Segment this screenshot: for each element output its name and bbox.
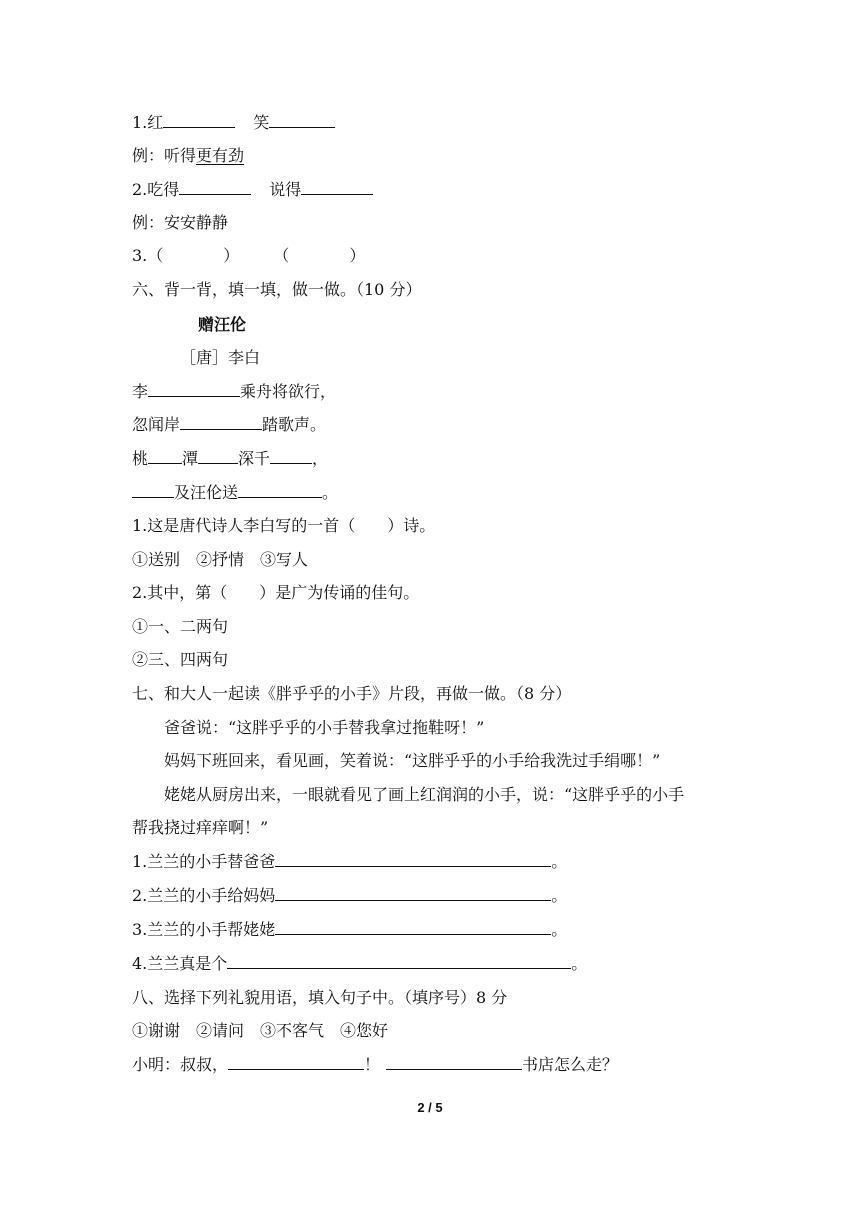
- q6-sub1: 1.这是唐代诗人李白写的一首（ ）诗。: [132, 516, 436, 535]
- answer-blank[interactable]: [227, 952, 571, 969]
- answer-blank[interactable]: [275, 850, 551, 867]
- q8-heading: 八、选择下列礼貌用语，填入句子中。（填序号）8 分: [132, 988, 508, 1007]
- answer-blank[interactable]: [238, 481, 322, 498]
- answer-blank[interactable]: [386, 1053, 522, 1070]
- answer-blank[interactable]: [301, 178, 373, 195]
- answer-blank[interactable]: [179, 178, 251, 195]
- q6-sub2-option2: ②三、四两句: [132, 650, 229, 669]
- q7-paragraph-3-cont: 帮我挠过痒痒啊！”: [132, 818, 269, 837]
- answer-blank[interactable]: [270, 447, 312, 464]
- q5-line1: 1.红 笑: [132, 111, 335, 135]
- q6-sub1-options: ①送别 ②抒情 ③写人: [132, 550, 309, 569]
- answer-blank[interactable]: [132, 481, 174, 498]
- q8-dialogue-line: 小明：叔叔， ！ 书店怎么走？: [132, 1055, 619, 1074]
- q6-sub2-option1: ①一、二两句: [132, 617, 229, 636]
- q7-question-2: 2.兰兰的小手给妈妈 。: [132, 886, 568, 905]
- q7-question-3: 3.兰兰的小手帮姥姥 。: [132, 920, 568, 939]
- q7-question-4: 4.兰兰真是个 。: [132, 954, 588, 973]
- q5-line2: 2.吃得 说得: [132, 178, 373, 202]
- answer-blank[interactable]: [275, 884, 551, 901]
- answer-blank[interactable]: [275, 918, 551, 935]
- poem-line-3: 桃 潭 深千 ，: [132, 449, 329, 468]
- poem-author: ［唐］李白: [180, 348, 261, 367]
- answer-blank[interactable]: [163, 111, 235, 128]
- poem-line-4: 及汪伦送 。: [132, 481, 338, 505]
- answer-blank[interactable]: [228, 1053, 364, 1070]
- answer-blank[interactable]: [148, 380, 240, 397]
- q7-question-1: 1.兰兰的小手替爸爸 。: [132, 852, 568, 871]
- q8-options: ①谢谢 ②请问 ③不客气 ④您好: [132, 1021, 389, 1040]
- answer-blank[interactable]: [180, 413, 262, 430]
- poem-line-2: 忽闻岸 踏歌声。: [132, 415, 327, 434]
- q5-line3: 3.（ ） （ ）: [132, 246, 366, 265]
- q5-example1: 例：听得更有劲: [132, 146, 245, 165]
- poem-title: 赠汪伦: [198, 315, 247, 334]
- q5-example2: 例：安安静静: [132, 213, 229, 232]
- answer-blank[interactable]: [269, 111, 335, 128]
- answer-blank[interactable]: [198, 447, 238, 464]
- page-number: 2 / 5: [417, 1100, 443, 1115]
- q7-paragraph-1: 爸爸说：“这胖乎乎的小手替我拿过拖鞋呀！”: [164, 718, 485, 737]
- q7-heading: 七、和大人一起读《胖乎乎的小手》片段，再做一做。（8 分）: [132, 684, 572, 703]
- q7-paragraph-2: 妈妈下班回来，看见画，笑着说：“这胖乎乎的小手给我洗过手绢哪！”: [164, 751, 661, 770]
- q7-paragraph-3: 姥姥从厨房出来，一眼就看见了画上红润润的小手，说：“这胖乎乎的小手: [164, 785, 685, 804]
- q6-sub2: 2.其中，第（ ）是广为传诵的佳句。: [132, 583, 420, 602]
- q6-heading: 六、背一背，填一填，做一做。（10 分）: [132, 280, 422, 299]
- answer-blank[interactable]: [148, 447, 182, 464]
- poem-line-1: 李 乘舟将欲行，: [132, 382, 337, 401]
